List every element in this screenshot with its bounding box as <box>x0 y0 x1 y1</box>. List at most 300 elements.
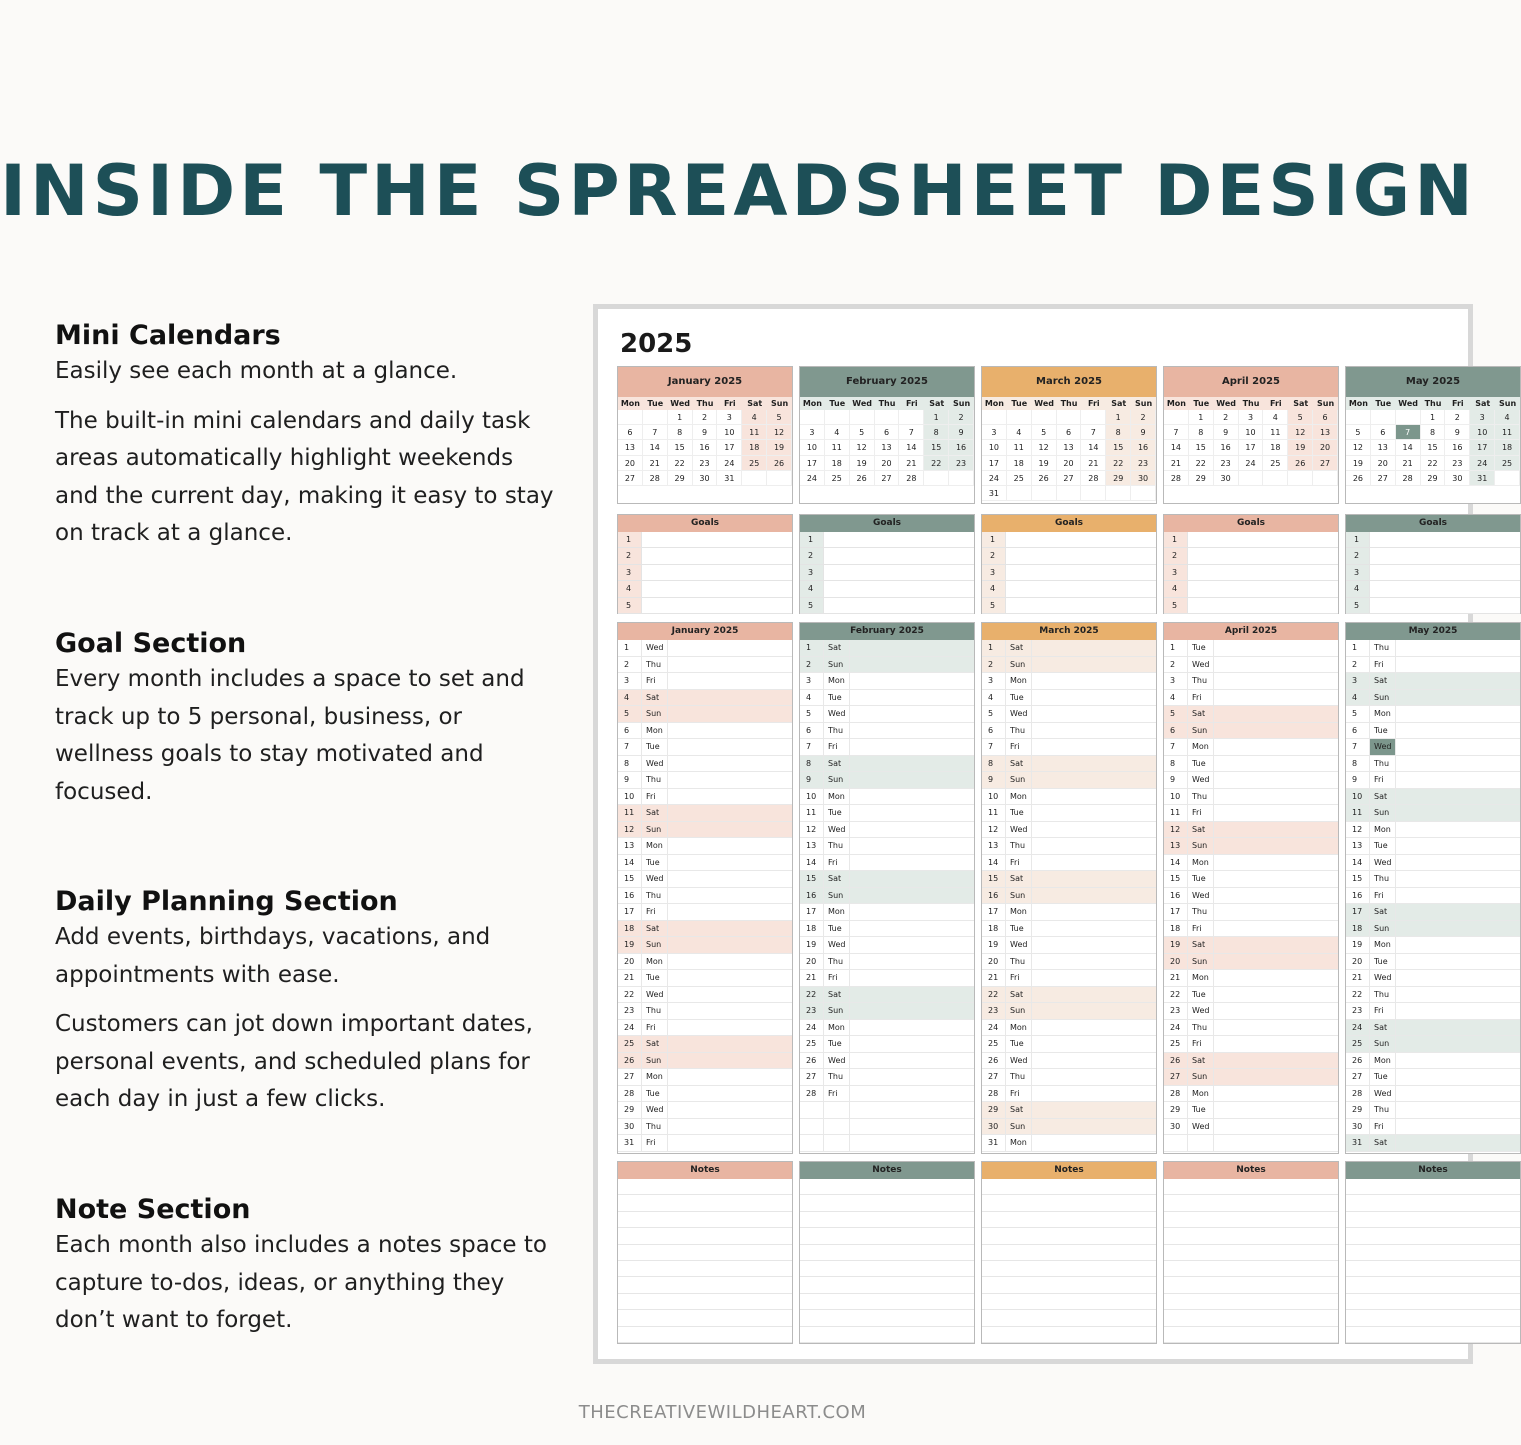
calendar-day[interactable]: 13 <box>875 440 900 455</box>
goal-row[interactable] <box>800 565 974 581</box>
day-row[interactable] <box>1346 954 1520 971</box>
calendar-day[interactable]: 4 <box>1263 410 1288 425</box>
calendar-day[interactable]: 5 <box>850 425 875 440</box>
calendar-day[interactable]: 10 <box>800 440 825 455</box>
day-row[interactable] <box>1346 657 1520 674</box>
calendar-day[interactable]: 23 <box>693 456 718 471</box>
calendar-day[interactable]: 23 <box>1131 456 1156 471</box>
calendar-day[interactable]: 16 <box>949 440 974 455</box>
note-line[interactable] <box>982 1212 1156 1228</box>
day-row[interactable] <box>982 1020 1156 1037</box>
day-row[interactable] <box>1346 871 1520 888</box>
day-row[interactable] <box>1346 706 1520 723</box>
day-row[interactable] <box>800 690 974 707</box>
day-row[interactable] <box>1346 756 1520 773</box>
note-line[interactable] <box>1164 1277 1338 1293</box>
day-row[interactable] <box>1164 838 1338 855</box>
calendar-day[interactable]: 15 <box>1421 440 1446 455</box>
calendar-day[interactable]: 16 <box>1214 440 1239 455</box>
day-row[interactable] <box>800 739 974 756</box>
goal-row[interactable] <box>800 581 974 597</box>
day-row[interactable] <box>982 723 1156 740</box>
note-line[interactable] <box>618 1294 792 1310</box>
calendar-day[interactable]: 10 <box>1239 425 1264 440</box>
day-row[interactable] <box>1346 1135 1520 1152</box>
goal-row[interactable] <box>1164 598 1338 614</box>
day-row[interactable] <box>618 1003 792 1020</box>
day-row[interactable] <box>1164 739 1338 756</box>
calendar-day[interactable]: 25 <box>825 471 850 486</box>
day-row[interactable] <box>1164 706 1338 723</box>
day-row[interactable] <box>1164 871 1338 888</box>
calendar-day[interactable]: 25 <box>1263 456 1288 471</box>
calendar-day[interactable]: 28 <box>899 471 924 486</box>
calendar-day[interactable]: 16 <box>693 440 718 455</box>
day-row[interactable] <box>800 1003 974 1020</box>
calendar-day[interactable]: 20 <box>1057 456 1082 471</box>
day-row[interactable] <box>982 1086 1156 1103</box>
calendar-day[interactable]: 18 <box>742 440 767 455</box>
day-row[interactable] <box>982 1053 1156 1070</box>
note-line[interactable] <box>1164 1228 1338 1244</box>
calendar-day[interactable]: 25 <box>1007 471 1032 486</box>
day-row[interactable] <box>1346 1119 1520 1136</box>
calendar-day[interactable]: 9 <box>1445 425 1470 440</box>
day-row[interactable] <box>1346 690 1520 707</box>
day-row[interactable] <box>1164 822 1338 839</box>
note-line[interactable] <box>618 1195 792 1211</box>
day-row[interactable] <box>982 921 1156 938</box>
day-row[interactable] <box>1164 888 1338 905</box>
calendar-day[interactable]: 22 <box>1106 456 1131 471</box>
calendar-day[interactable]: 23 <box>1214 456 1239 471</box>
calendar-day[interactable]: 30 <box>1214 471 1239 486</box>
calendar-day[interactable]: 14 <box>1396 440 1421 455</box>
note-line[interactable] <box>800 1310 974 1326</box>
calendar-day[interactable]: 30 <box>1131 471 1156 486</box>
calendar-day[interactable]: 6 <box>875 425 900 440</box>
day-row[interactable] <box>982 1102 1156 1119</box>
day-row[interactable] <box>618 1020 792 1037</box>
calendar-day[interactable]: 19 <box>767 440 792 455</box>
calendar-day[interactable]: 18 <box>825 456 850 471</box>
calendar-day[interactable]: 21 <box>899 456 924 471</box>
calendar-day[interactable]: 28 <box>1396 471 1421 486</box>
calendar-day[interactable]: 24 <box>1239 456 1264 471</box>
day-row[interactable] <box>982 789 1156 806</box>
note-line[interactable] <box>1346 1261 1520 1277</box>
day-row[interactable] <box>1164 954 1338 971</box>
calendar-day[interactable]: 14 <box>1081 440 1106 455</box>
calendar-day[interactable]: 20 <box>875 456 900 471</box>
calendar-day[interactable]: 13 <box>618 440 643 455</box>
calendar-day[interactable]: 16 <box>1131 440 1156 455</box>
note-line[interactable] <box>982 1195 1156 1211</box>
note-line[interactable] <box>982 1327 1156 1343</box>
day-row[interactable] <box>1346 987 1520 1004</box>
calendar-day[interactable]: 1 <box>668 410 693 425</box>
day-row[interactable] <box>982 1036 1156 1053</box>
day-row[interactable] <box>1346 921 1520 938</box>
calendar-day[interactable]: 9 <box>949 425 974 440</box>
note-line[interactable] <box>982 1245 1156 1261</box>
day-row[interactable] <box>800 772 974 789</box>
calendar-day[interactable]: 7 <box>1164 425 1189 440</box>
calendar-day[interactable]: 9 <box>1131 425 1156 440</box>
calendar-day[interactable]: 10 <box>1470 425 1495 440</box>
day-row[interactable] <box>618 1053 792 1070</box>
calendar-day[interactable]: 14 <box>643 440 668 455</box>
calendar-day[interactable]: 15 <box>668 440 693 455</box>
day-row[interactable] <box>1346 673 1520 690</box>
day-row[interactable] <box>1346 640 1520 657</box>
day-row[interactable] <box>1346 822 1520 839</box>
day-row[interactable] <box>1346 723 1520 740</box>
goal-row[interactable] <box>1164 548 1338 564</box>
day-row[interactable] <box>618 822 792 839</box>
note-line[interactable] <box>982 1294 1156 1310</box>
day-row[interactable] <box>800 888 974 905</box>
calendar-day[interactable]: 12 <box>767 425 792 440</box>
calendar-day[interactable]: 4 <box>1495 410 1520 425</box>
calendar-day[interactable]: 8 <box>1421 425 1446 440</box>
calendar-day[interactable]: 22 <box>924 456 949 471</box>
day-row[interactable] <box>982 937 1156 954</box>
day-row[interactable] <box>618 1119 792 1136</box>
day-row[interactable] <box>800 805 974 822</box>
day-row[interactable] <box>618 673 792 690</box>
day-row[interactable] <box>1164 1102 1338 1119</box>
note-line[interactable] <box>982 1228 1156 1244</box>
day-row[interactable] <box>1164 1053 1338 1070</box>
day-row[interactable] <box>1346 1020 1520 1037</box>
calendar-day[interactable]: 1 <box>1421 410 1446 425</box>
day-row[interactable] <box>800 789 974 806</box>
goal-row[interactable] <box>800 548 974 564</box>
calendar-day[interactable]: 3 <box>717 410 742 425</box>
calendar-day[interactable]: 11 <box>1263 425 1288 440</box>
calendar-day[interactable]: 27 <box>618 471 643 486</box>
calendar-day[interactable]: 23 <box>1445 456 1470 471</box>
day-row[interactable] <box>618 690 792 707</box>
calendar-day[interactable]: 13 <box>1313 425 1338 440</box>
note-line[interactable] <box>618 1228 792 1244</box>
calendar-day[interactable]: 1 <box>1106 410 1131 425</box>
note-line[interactable] <box>982 1277 1156 1293</box>
goal-row[interactable] <box>982 581 1156 597</box>
calendar-day[interactable]: 11 <box>1495 425 1520 440</box>
calendar-day[interactable]: 21 <box>1396 456 1421 471</box>
note-line[interactable] <box>1164 1195 1338 1211</box>
calendar-day[interactable]: 17 <box>1239 440 1264 455</box>
calendar-day[interactable]: 2 <box>1445 410 1470 425</box>
day-row[interactable] <box>1164 904 1338 921</box>
calendar-day[interactable]: 20 <box>618 456 643 471</box>
calendar-day[interactable]: 10 <box>982 440 1007 455</box>
day-row[interactable] <box>982 838 1156 855</box>
note-line[interactable] <box>800 1294 974 1310</box>
day-row[interactable] <box>800 822 974 839</box>
calendar-day[interactable]: 29 <box>668 471 693 486</box>
day-row[interactable] <box>1346 1069 1520 1086</box>
calendar-day[interactable]: 22 <box>1189 456 1214 471</box>
day-row[interactable] <box>1164 1086 1338 1103</box>
day-row[interactable] <box>1346 970 1520 987</box>
day-row[interactable] <box>1164 855 1338 872</box>
day-row[interactable] <box>982 822 1156 839</box>
day-row[interactable] <box>1164 1003 1338 1020</box>
calendar-day[interactable]: 12 <box>850 440 875 455</box>
calendar-day[interactable]: 15 <box>1106 440 1131 455</box>
calendar-day[interactable]: 21 <box>643 456 668 471</box>
calendar-day[interactable]: 31 <box>717 471 742 486</box>
day-row[interactable] <box>1164 1119 1338 1136</box>
day-row[interactable] <box>618 855 792 872</box>
calendar-day[interactable]: 31 <box>982 486 1007 501</box>
calendar-day[interactable]: 20 <box>1371 456 1396 471</box>
day-row[interactable] <box>982 1003 1156 1020</box>
calendar-day[interactable]: 22 <box>668 456 693 471</box>
calendar-day[interactable]: 10 <box>717 425 742 440</box>
day-row[interactable] <box>982 1135 1156 1152</box>
day-row[interactable] <box>1346 1102 1520 1119</box>
day-row[interactable] <box>618 739 792 756</box>
calendar-day[interactable]: 4 <box>742 410 767 425</box>
day-row[interactable] <box>618 805 792 822</box>
goal-row[interactable] <box>618 532 792 548</box>
calendar-day[interactable]: 7 <box>899 425 924 440</box>
day-row[interactable] <box>982 657 1156 674</box>
day-row[interactable] <box>982 970 1156 987</box>
day-row[interactable] <box>618 1069 792 1086</box>
calendar-day[interactable]: 28 <box>643 471 668 486</box>
goal-row[interactable] <box>982 565 1156 581</box>
day-row[interactable] <box>982 855 1156 872</box>
goal-row[interactable] <box>1346 565 1520 581</box>
day-row[interactable] <box>800 970 974 987</box>
day-row[interactable] <box>800 954 974 971</box>
note-line[interactable] <box>800 1212 974 1228</box>
calendar-day[interactable]: 3 <box>1470 410 1495 425</box>
goal-row[interactable] <box>1346 598 1520 614</box>
day-row[interactable] <box>1164 789 1338 806</box>
goal-row[interactable] <box>618 598 792 614</box>
day-row[interactable] <box>618 888 792 905</box>
note-line[interactable] <box>1346 1228 1520 1244</box>
calendar-day[interactable]: 16 <box>1445 440 1470 455</box>
day-row[interactable] <box>618 987 792 1004</box>
calendar-day[interactable]: 19 <box>850 456 875 471</box>
goal-row[interactable] <box>1346 548 1520 564</box>
calendar-day[interactable]: 17 <box>717 440 742 455</box>
day-row[interactable] <box>1164 1020 1338 1037</box>
calendar-day[interactable]: 5 <box>1346 425 1371 440</box>
day-row[interactable] <box>1164 805 1338 822</box>
goal-row[interactable] <box>1164 532 1338 548</box>
day-row[interactable] <box>1346 739 1520 756</box>
calendar-day[interactable]: 11 <box>742 425 767 440</box>
calendar-day[interactable]: 19 <box>1288 440 1313 455</box>
calendar-day[interactable]: 9 <box>693 425 718 440</box>
day-row[interactable] <box>982 954 1156 971</box>
day-row[interactable] <box>618 706 792 723</box>
calendar-day[interactable]: 26 <box>1032 471 1057 486</box>
calendar-day[interactable]: 8 <box>1189 425 1214 440</box>
note-line[interactable] <box>1346 1294 1520 1310</box>
day-row[interactable] <box>1346 838 1520 855</box>
calendar-day[interactable]: 13 <box>1371 440 1396 455</box>
calendar-day[interactable]: 27 <box>1057 471 1082 486</box>
note-line[interactable] <box>1346 1212 1520 1228</box>
day-row[interactable] <box>800 904 974 921</box>
calendar-day[interactable]: 19 <box>1032 456 1057 471</box>
calendar-day[interactable]: 5 <box>1288 410 1313 425</box>
day-row[interactable] <box>1346 888 1520 905</box>
day-row[interactable] <box>1346 855 1520 872</box>
note-line[interactable] <box>800 1245 974 1261</box>
calendar-day[interactable]: 18 <box>1007 456 1032 471</box>
day-row[interactable] <box>1164 937 1338 954</box>
calendar-day[interactable]: 12 <box>1032 440 1057 455</box>
day-row[interactable] <box>1164 772 1338 789</box>
calendar-day[interactable]: 18 <box>1495 440 1520 455</box>
calendar-day[interactable]: 18 <box>1263 440 1288 455</box>
calendar-day[interactable]: 15 <box>924 440 949 455</box>
calendar-day[interactable]: 26 <box>850 471 875 486</box>
goal-row[interactable] <box>1164 565 1338 581</box>
day-row[interactable] <box>800 1020 974 1037</box>
calendar-day[interactable]: 17 <box>800 456 825 471</box>
note-line[interactable] <box>618 1179 792 1195</box>
note-line[interactable] <box>1346 1277 1520 1293</box>
calendar-day[interactable]: 15 <box>1189 440 1214 455</box>
note-line[interactable] <box>1346 1310 1520 1326</box>
day-row[interactable] <box>800 1086 974 1103</box>
calendar-day[interactable]: 6 <box>618 425 643 440</box>
calendar-day[interactable]: 1 <box>1189 410 1214 425</box>
calendar-day[interactable]: 23 <box>949 456 974 471</box>
day-row[interactable] <box>800 1036 974 1053</box>
calendar-day[interactable]: 2 <box>693 410 718 425</box>
day-row[interactable] <box>618 970 792 987</box>
day-row[interactable] <box>618 937 792 954</box>
day-row[interactable] <box>800 838 974 855</box>
calendar-day[interactable]: 13 <box>1057 440 1082 455</box>
calendar-day[interactable]: 30 <box>693 471 718 486</box>
day-row[interactable] <box>618 640 792 657</box>
calendar-day[interactable]: 6 <box>1313 410 1338 425</box>
goal-row[interactable] <box>800 532 974 548</box>
day-row[interactable] <box>1346 789 1520 806</box>
day-row[interactable] <box>800 871 974 888</box>
calendar-day[interactable]: 4 <box>825 425 850 440</box>
note-line[interactable] <box>800 1261 974 1277</box>
calendar-day[interactable]: 25 <box>742 456 767 471</box>
calendar-day[interactable]: 21 <box>1164 456 1189 471</box>
calendar-day[interactable]: 5 <box>1032 425 1057 440</box>
day-row[interactable] <box>1346 904 1520 921</box>
day-row[interactable] <box>1164 1036 1338 1053</box>
goal-row[interactable] <box>1346 532 1520 548</box>
calendar-day[interactable]: 21 <box>1081 456 1106 471</box>
calendar-day[interactable]: 14 <box>899 440 924 455</box>
goal-row[interactable] <box>982 548 1156 564</box>
note-line[interactable] <box>800 1179 974 1195</box>
calendar-day[interactable]: 31 <box>1470 471 1495 486</box>
calendar-day[interactable]: 6 <box>1371 425 1396 440</box>
day-row[interactable] <box>1164 970 1338 987</box>
day-row[interactable] <box>618 1036 792 1053</box>
day-row[interactable] <box>618 1102 792 1119</box>
calendar-day[interactable]: 5 <box>767 410 792 425</box>
day-row[interactable] <box>800 706 974 723</box>
day-row[interactable] <box>982 1069 1156 1086</box>
calendar-day[interactable]: 2 <box>1214 410 1239 425</box>
day-row[interactable] <box>982 739 1156 756</box>
day-row[interactable] <box>1164 921 1338 938</box>
calendar-day[interactable]: 8 <box>924 425 949 440</box>
day-row[interactable] <box>1164 987 1338 1004</box>
day-row[interactable] <box>800 1053 974 1070</box>
calendar-day[interactable]: 8 <box>668 425 693 440</box>
goal-row[interactable] <box>618 548 792 564</box>
day-row[interactable] <box>1346 937 1520 954</box>
day-row[interactable] <box>1164 673 1338 690</box>
day-row[interactable] <box>1164 657 1338 674</box>
calendar-day[interactable]: 30 <box>1445 471 1470 486</box>
note-line[interactable] <box>982 1179 1156 1195</box>
calendar-day[interactable]: 7 <box>1396 425 1421 440</box>
day-row[interactable] <box>618 921 792 938</box>
goal-row[interactable] <box>800 598 974 614</box>
note-line[interactable] <box>618 1212 792 1228</box>
calendar-day[interactable]: 28 <box>1081 471 1106 486</box>
note-line[interactable] <box>1346 1195 1520 1211</box>
day-row[interactable] <box>1346 1003 1520 1020</box>
calendar-day[interactable]: 27 <box>1371 471 1396 486</box>
day-row[interactable] <box>800 657 974 674</box>
day-row[interactable] <box>982 640 1156 657</box>
day-row[interactable] <box>982 706 1156 723</box>
day-row[interactable] <box>618 838 792 855</box>
calendar-day[interactable]: 26 <box>767 456 792 471</box>
calendar-day[interactable]: 27 <box>1313 456 1338 471</box>
calendar-day[interactable]: 3 <box>800 425 825 440</box>
day-row[interactable] <box>1164 1069 1338 1086</box>
day-row[interactable] <box>618 1086 792 1103</box>
day-row[interactable] <box>800 723 974 740</box>
note-line[interactable] <box>1346 1245 1520 1261</box>
calendar-day[interactable]: 29 <box>1189 471 1214 486</box>
day-row[interactable] <box>982 756 1156 773</box>
calendar-day[interactable]: 17 <box>1470 440 1495 455</box>
day-row[interactable] <box>1164 640 1338 657</box>
day-row[interactable] <box>1346 772 1520 789</box>
calendar-day[interactable]: 4 <box>1007 425 1032 440</box>
note-line[interactable] <box>800 1195 974 1211</box>
note-line[interactable] <box>982 1310 1156 1326</box>
calendar-day[interactable]: 24 <box>800 471 825 486</box>
day-row[interactable] <box>982 673 1156 690</box>
day-row[interactable] <box>800 756 974 773</box>
day-row[interactable] <box>618 904 792 921</box>
day-row[interactable] <box>982 987 1156 1004</box>
day-row[interactable] <box>800 1069 974 1086</box>
calendar-day[interactable]: 26 <box>1346 471 1371 486</box>
calendar-day[interactable]: 19 <box>1346 456 1371 471</box>
calendar-day[interactable]: 9 <box>1214 425 1239 440</box>
calendar-day[interactable]: 27 <box>875 471 900 486</box>
